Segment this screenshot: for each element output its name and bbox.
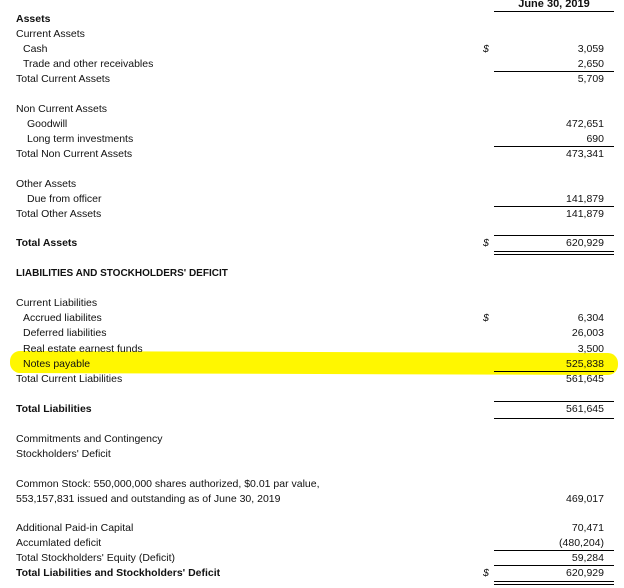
- earnest-row: [0, 342, 624, 357]
- apic-row: [0, 521, 624, 536]
- cash-label: Cash: [23, 43, 48, 55]
- dollar-sign: $: [483, 237, 489, 249]
- apic-label: Additional Paid-in Capital: [16, 522, 134, 534]
- lt-investments-value: 690: [586, 133, 604, 145]
- liabilities-section-title: LIABILITIES AND STOCKHOLDERS' DEFICIT: [16, 268, 228, 279]
- goodwill-value: 472,651: [566, 118, 604, 130]
- total-other-assets-value: 141,879: [566, 208, 604, 220]
- deferred-row: [0, 326, 624, 341]
- lt-investments-row: [0, 132, 624, 147]
- total-equity-value: 59,284: [571, 552, 604, 564]
- goodwill-row: [0, 117, 624, 132]
- liabilities-section-title-row: [0, 266, 624, 281]
- accumulated-deficit-row: [0, 536, 624, 551]
- noncurrent-assets-title: Non Current Assets: [16, 103, 108, 115]
- goodwill-label: Goodwill: [27, 118, 68, 130]
- notes-payable-value: 525,838: [566, 358, 604, 370]
- dollar-sign: $: [483, 312, 489, 324]
- current-assets-title-row: [0, 27, 624, 42]
- accrued-row: [0, 311, 624, 326]
- total-liabilities-equity-label: Total Liabilities and Stockholders' Deficit: [16, 567, 221, 579]
- dollar-sign: $: [483, 43, 489, 55]
- total-liabilities-label: Total Liabilities: [16, 403, 92, 415]
- notes-payable-label: Notes payable: [23, 358, 91, 370]
- double-rule: [494, 251, 614, 255]
- period-header: June 30, 2019: [518, 0, 590, 10]
- stockholders-deficit-title-row: [0, 447, 624, 462]
- assets-title: Assets: [16, 13, 51, 25]
- total-other-assets-row: [0, 207, 624, 222]
- current-liabilities-title: Current Liabilities: [16, 297, 98, 309]
- cash-value: 3,059: [577, 43, 604, 55]
- total-liabilities-row: [0, 402, 624, 417]
- common-stock-line2-row: [0, 492, 624, 507]
- total-equity-label: Total Stockholders' Equity (Deficit): [16, 552, 175, 564]
- dollar-sign: $: [483, 567, 489, 579]
- due-officer-row: [0, 192, 624, 207]
- receivables-row: [0, 57, 624, 72]
- other-assets-title-row: [0, 177, 624, 192]
- receivables-label: Trade and other receivables: [23, 58, 154, 70]
- apic-value: 70,471: [571, 522, 604, 534]
- total-current-assets-row: [0, 72, 624, 87]
- accumulated-deficit-label: Accumlated deficit: [16, 537, 102, 549]
- lt-investments-label: Long term investments: [27, 133, 134, 145]
- commitments-label: Commitments and Contingency: [16, 433, 163, 445]
- total-other-assets-label: Total Other Assets: [16, 208, 102, 220]
- current-liabilities-title-row: [0, 296, 624, 311]
- earnest-label: Real estate earnest funds: [23, 343, 143, 355]
- total-current-liabilities-value: 561,645: [566, 373, 604, 385]
- accrued-label: Accrued liabilites: [23, 312, 102, 324]
- notes-payable-row: [0, 357, 624, 372]
- double-rule: [494, 581, 614, 585]
- common-stock-value: 469,017: [566, 493, 604, 505]
- total-noncurrent-assets-label: Total Non Current Assets: [16, 148, 133, 160]
- cash-row: [0, 42, 624, 57]
- deferred-value: 26,003: [571, 327, 604, 339]
- total-liabilities-equity-row: [0, 566, 624, 581]
- total-noncurrent-assets-row: [0, 147, 624, 162]
- total-current-assets-label: Total Current Assets: [16, 73, 110, 85]
- common-stock-line1-row: [0, 477, 624, 492]
- receivables-value: 2,650: [577, 58, 604, 70]
- total-current-liabilities-row: [0, 372, 624, 387]
- earnest-value: 3,500: [577, 343, 604, 355]
- accrued-value: 6,304: [577, 312, 604, 324]
- noncurrent-assets-title-row: [0, 102, 624, 117]
- total-assets-value: 620,929: [566, 237, 604, 249]
- total-assets-label: Total Assets: [16, 237, 78, 249]
- accumulated-deficit-value: (480,204): [559, 537, 604, 549]
- current-assets-title: Current Assets: [16, 28, 85, 40]
- total-assets-row: [0, 236, 624, 251]
- total-current-assets-value: 5,709: [577, 73, 604, 85]
- total-liabilities-value: 561,645: [566, 403, 604, 415]
- total-equity-row: [0, 551, 624, 566]
- total-current-liabilities-label: Total Current Liabilities: [16, 373, 123, 385]
- common-stock-line1: Common Stock: 550,000,000 shares authorized, $0.01 par value,: [16, 478, 320, 490]
- commitments-row: [0, 432, 624, 447]
- due-officer-value: 141,879: [566, 193, 604, 205]
- total-noncurrent-assets-value: 473,341: [566, 148, 604, 160]
- deferred-label: Deferred liabilities: [23, 327, 107, 339]
- rule: [494, 418, 614, 419]
- other-assets-title: Other Assets: [16, 178, 77, 190]
- due-officer-label: Due from officer: [27, 193, 102, 205]
- stockholders-deficit-title: Stockholders' Deficit: [16, 448, 111, 460]
- total-liabilities-equity-value: 620,929: [566, 567, 604, 579]
- common-stock-line2: 553,157,831 issued and outstanding as of June 30, 2019: [16, 493, 281, 505]
- assets-title-row: [0, 12, 624, 27]
